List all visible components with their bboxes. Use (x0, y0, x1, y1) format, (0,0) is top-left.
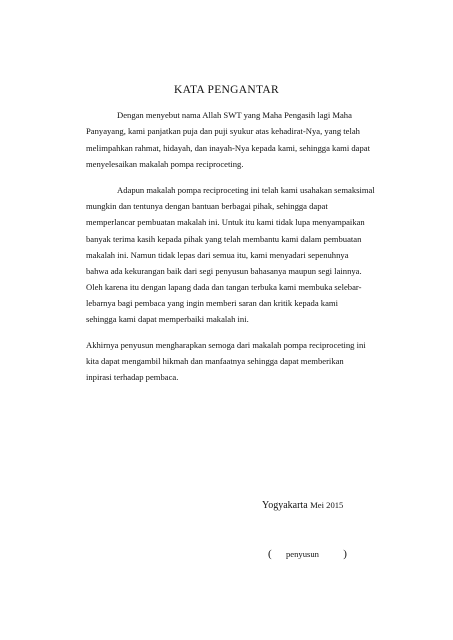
paragraph-1-line: Dengan menyebut nama Allah SWT yang Maha Pengasih lagi Maha (117, 110, 352, 120)
page-title: KATA PENGANTAR (174, 84, 279, 96)
paragraph-1-line: menyelesaikan makalah pompa reciproceting. (86, 159, 244, 169)
paragraph-2-line: sehingga kami dapat memperbaiki makalah ini. (86, 314, 249, 324)
paragraph-1-line: melimpahkan rahmat, hidayah, dan inayah-Nya kepada kami, sehingga kami dapat (86, 143, 370, 153)
paragraph-2-line: Adapun makalah pompa reciproceting ini telah kami usahakan semaksimal (117, 185, 375, 195)
paragraph-2-line: mungkin dan tentunya dengan bantuan berbagai pihak, sehingga dapat (86, 201, 328, 211)
signature-date: Mei 2015 (310, 500, 344, 510)
paragraph-2-line: Oleh karena itu dengan lapang dada dan tangan terbuka kami membuka selebar- (86, 282, 362, 292)
paragraph-2-line: banyak terima kasih kepada pihak yang telah membantu kami dalam pembuatan (86, 234, 362, 244)
paragraph-2-line: makalah ini. Namun tidak lepas dari semua itu, kami menyadari sepenuhnya (86, 250, 349, 260)
signature-name (268, 548, 347, 560)
paragraph-1-line: Panyayang, kami panjatkan puja dan puji syukur atas kehadirat-Nya, yang telah (86, 126, 360, 136)
paragraph-2-line: memperlancar pembuatan makalah ini. Untuk itu kami tidak lupa menyampaikan (86, 217, 365, 227)
paragraph-2-line: bahwa ada kekurangan baik dari segi penyusun bahasanya maupun segi lainnya. (86, 266, 362, 276)
paragraph-3-line: inpirasi terhadap pembaca. (86, 372, 179, 382)
signature-open-paren: ( (268, 548, 272, 560)
signature-place-date (262, 500, 343, 511)
signature-author: penyusun (285, 549, 319, 559)
paragraph-2-line: lebarnya bagi pembaca yang ingin memberi saran dan kritik kepada kami (86, 298, 338, 308)
signature-close-paren: ) (343, 548, 347, 560)
paragraph-3-line: Akhirnya penyusun mengharapkan semoga dari makalah pompa reciproceting ini (86, 340, 366, 350)
signature-city: Yogyakarta (262, 500, 308, 511)
paragraph-3-line: kita dapat mengambil hikmah dan manfaatnya sehingga dapat memberikan (86, 356, 344, 366)
